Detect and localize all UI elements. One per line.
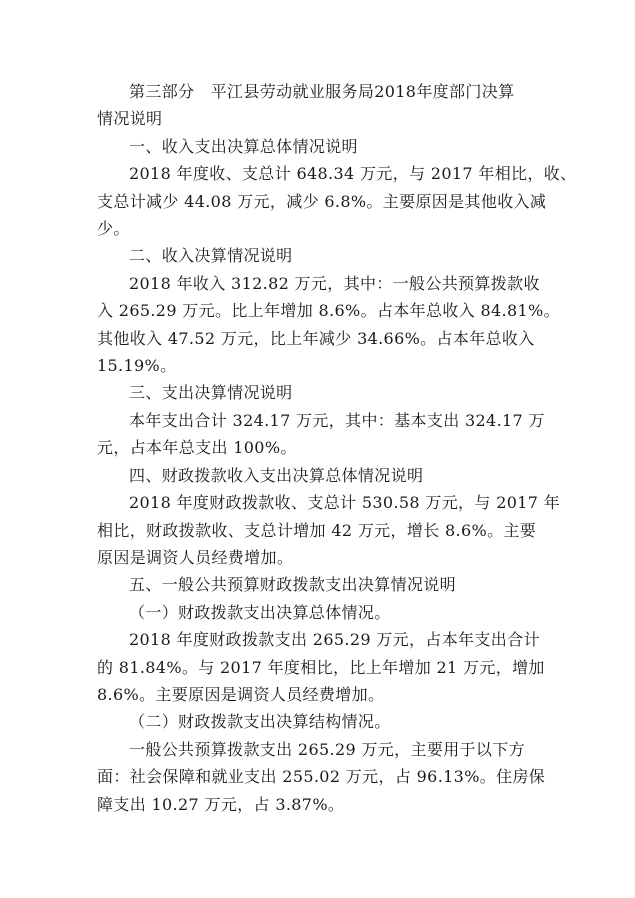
section-5-1-paragraph-line: 8.6%。主要原因是调资人员经费增加。: [97, 684, 385, 704]
section-1-paragraph-line: 少。: [97, 219, 130, 239]
section-5-2-paragraph-line: 障支出 10.27 万元，占 3.87%。: [97, 794, 345, 814]
section-5-1-paragraph-line: 的 81.84%。与 2017 年度相比，比上年增加 21 万元，增加: [97, 657, 545, 677]
section-1-heading: 一、收入支出决算总体情况说明: [129, 136, 358, 156]
section-5-1-paragraph-line: 2018 年度财政拨款支出 265.29 万元，占本年支出合计: [129, 630, 540, 650]
section-5-2-paragraph-line: 一般公共预算拨款支出 265.29 万元，主要用于以下方: [129, 739, 525, 759]
section-5-2-paragraph-line: 面：社会保障和就业支出 255.02 万元，占 96.13%。住房保: [97, 767, 546, 787]
section-3-paragraph-line: 元，占本年总支出 100%。: [97, 438, 297, 458]
section-2-paragraph-line: 15.19%。: [97, 356, 177, 376]
document-title-line-1: 第三部分 平江县劳动就业服务局2018年度部门决算: [129, 82, 515, 101]
section-1-paragraph-line: 2018 年度收、支总计 648.34 万元，与 2017 年相比，收、: [129, 164, 577, 184]
section-3-heading: 三、支出决算情况说明: [129, 383, 293, 403]
section-4-paragraph-line: 2018 年度财政拨款收、支总计 530.58 万元，与 2017 年: [129, 493, 561, 513]
section-5-subheading-1: （一）财政拨款支出决算总体情况。: [129, 602, 391, 622]
section-2-paragraph-line: 2018 年收入 312.82 万元，其中：一般公共预算拨款收: [129, 273, 540, 293]
section-2-paragraph-line: 入 265.29 万元。比上年增加 8.6%。占本年总收入 84.81%。: [97, 301, 560, 321]
document-body: [97, 78, 577, 818]
section-4-paragraph-line: 原因是调资人员经费增加。: [97, 547, 294, 567]
section-3-paragraph-line: 本年支出合计 324.17 万元，其中：基本支出 324.17 万: [129, 410, 545, 430]
section-2-heading: 二、收入决算情况说明: [129, 246, 293, 266]
document-title-line-2: 情况说明: [97, 109, 163, 129]
section-4-paragraph-line: 相比，财政拨款收、支总计增加 42 万元，增长 8.6%。主要: [97, 520, 537, 540]
section-2-paragraph-line: 其他收入 47.52 万元，比上年减少 34.66%。占本年总收入: [97, 328, 535, 348]
section-1-paragraph-line: 支总计减少 44.08 万元，减少 6.8%。主要原因是其他收入减: [97, 191, 547, 211]
section-5-heading: 五、一般公共预算财政拨款支出决算情况说明: [129, 575, 457, 595]
section-5-subheading-2: （二）财政拨款支出决算结构情况。: [129, 712, 391, 732]
section-4-heading: 四、财政拨款收入支出决算总体情况说明: [129, 465, 424, 485]
